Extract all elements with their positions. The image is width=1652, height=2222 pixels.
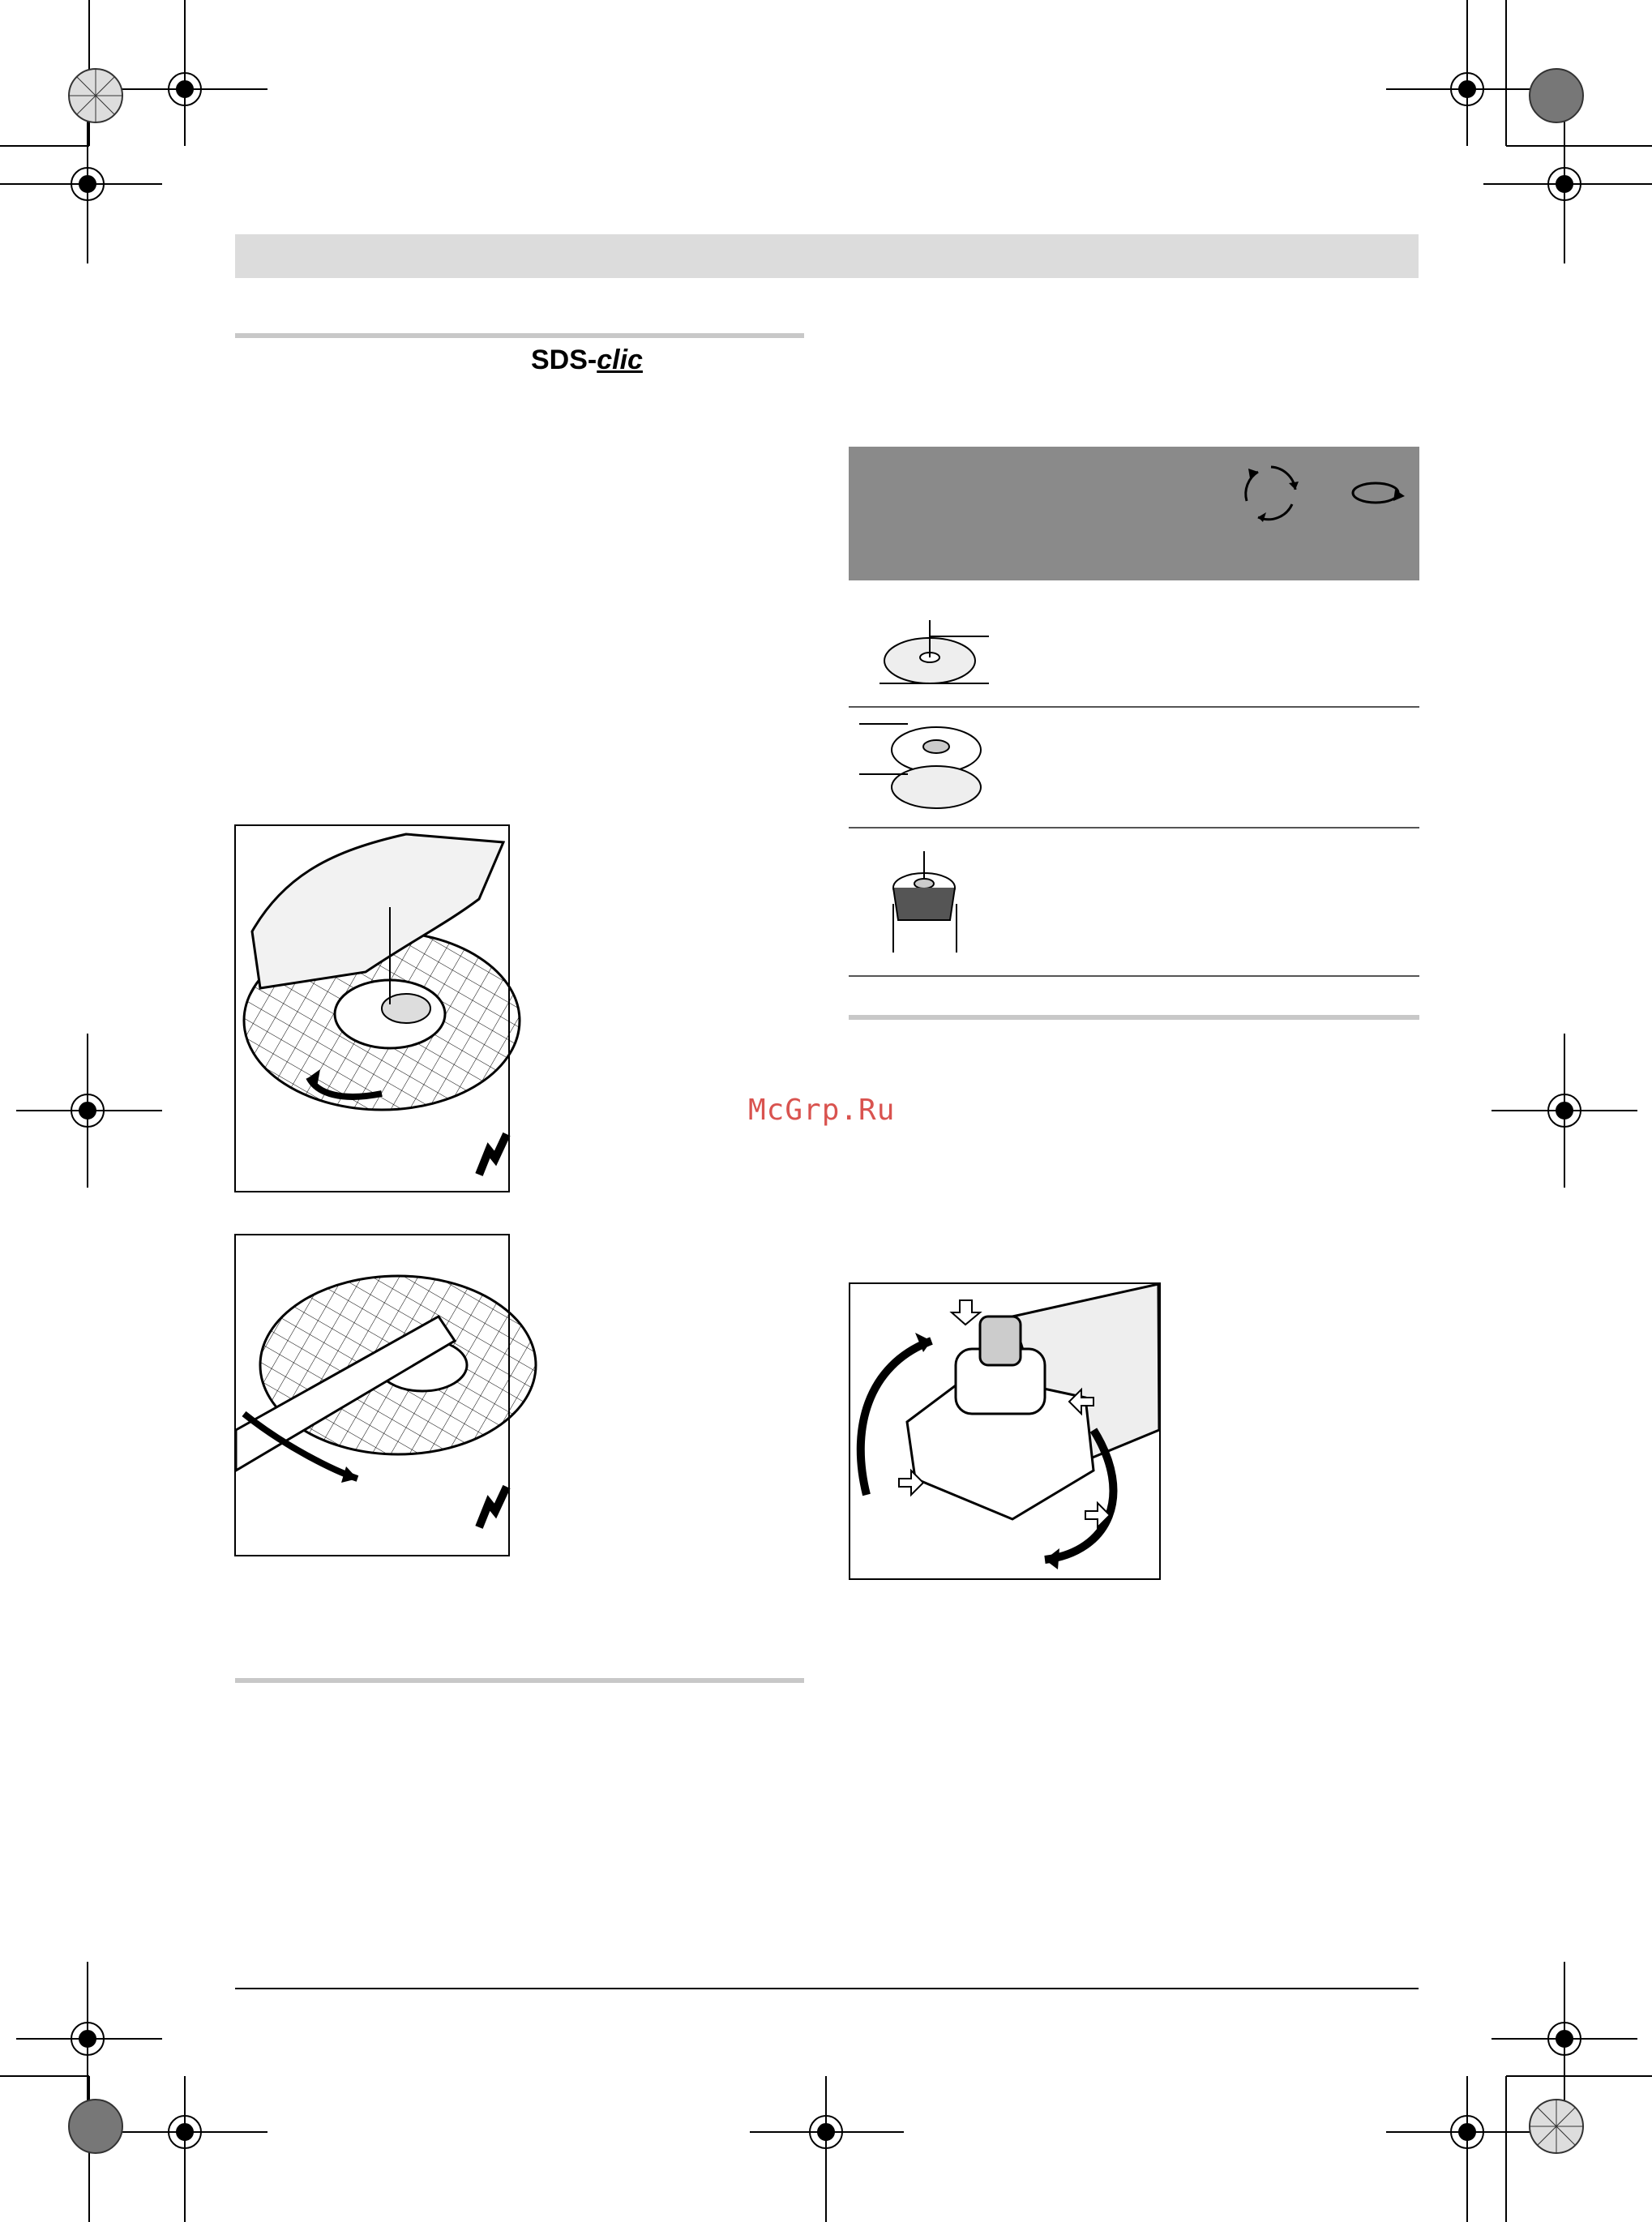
footer-rule xyxy=(235,1988,1419,1989)
header-band xyxy=(235,234,1419,278)
table-row-divider-3 xyxy=(849,975,1419,977)
cup-brush-icon xyxy=(875,847,973,953)
sds-clic-logo xyxy=(531,345,643,376)
sds-suffix: clic xyxy=(597,345,643,375)
table-row-divider-1 xyxy=(849,706,1419,708)
sds-prefix: SDS- xyxy=(531,345,597,375)
rotation-icon xyxy=(1239,460,1303,525)
cutting-disc-icon xyxy=(879,620,993,693)
table-header xyxy=(849,447,1419,580)
section-rule-left-top xyxy=(235,333,804,338)
table-row-divider-2 xyxy=(849,827,1419,828)
sanding-disc-icon xyxy=(859,717,973,815)
section-rule-right xyxy=(849,1015,1419,1020)
figure-hand-quick-nut xyxy=(234,824,510,1192)
section-rule-left-bottom xyxy=(235,1678,804,1683)
direction-arrow-icon xyxy=(1350,477,1406,509)
figure-spanner xyxy=(234,1234,510,1556)
watermark-text: McGrp.Ru xyxy=(748,1094,896,1127)
figure-gear-head xyxy=(849,1282,1161,1580)
